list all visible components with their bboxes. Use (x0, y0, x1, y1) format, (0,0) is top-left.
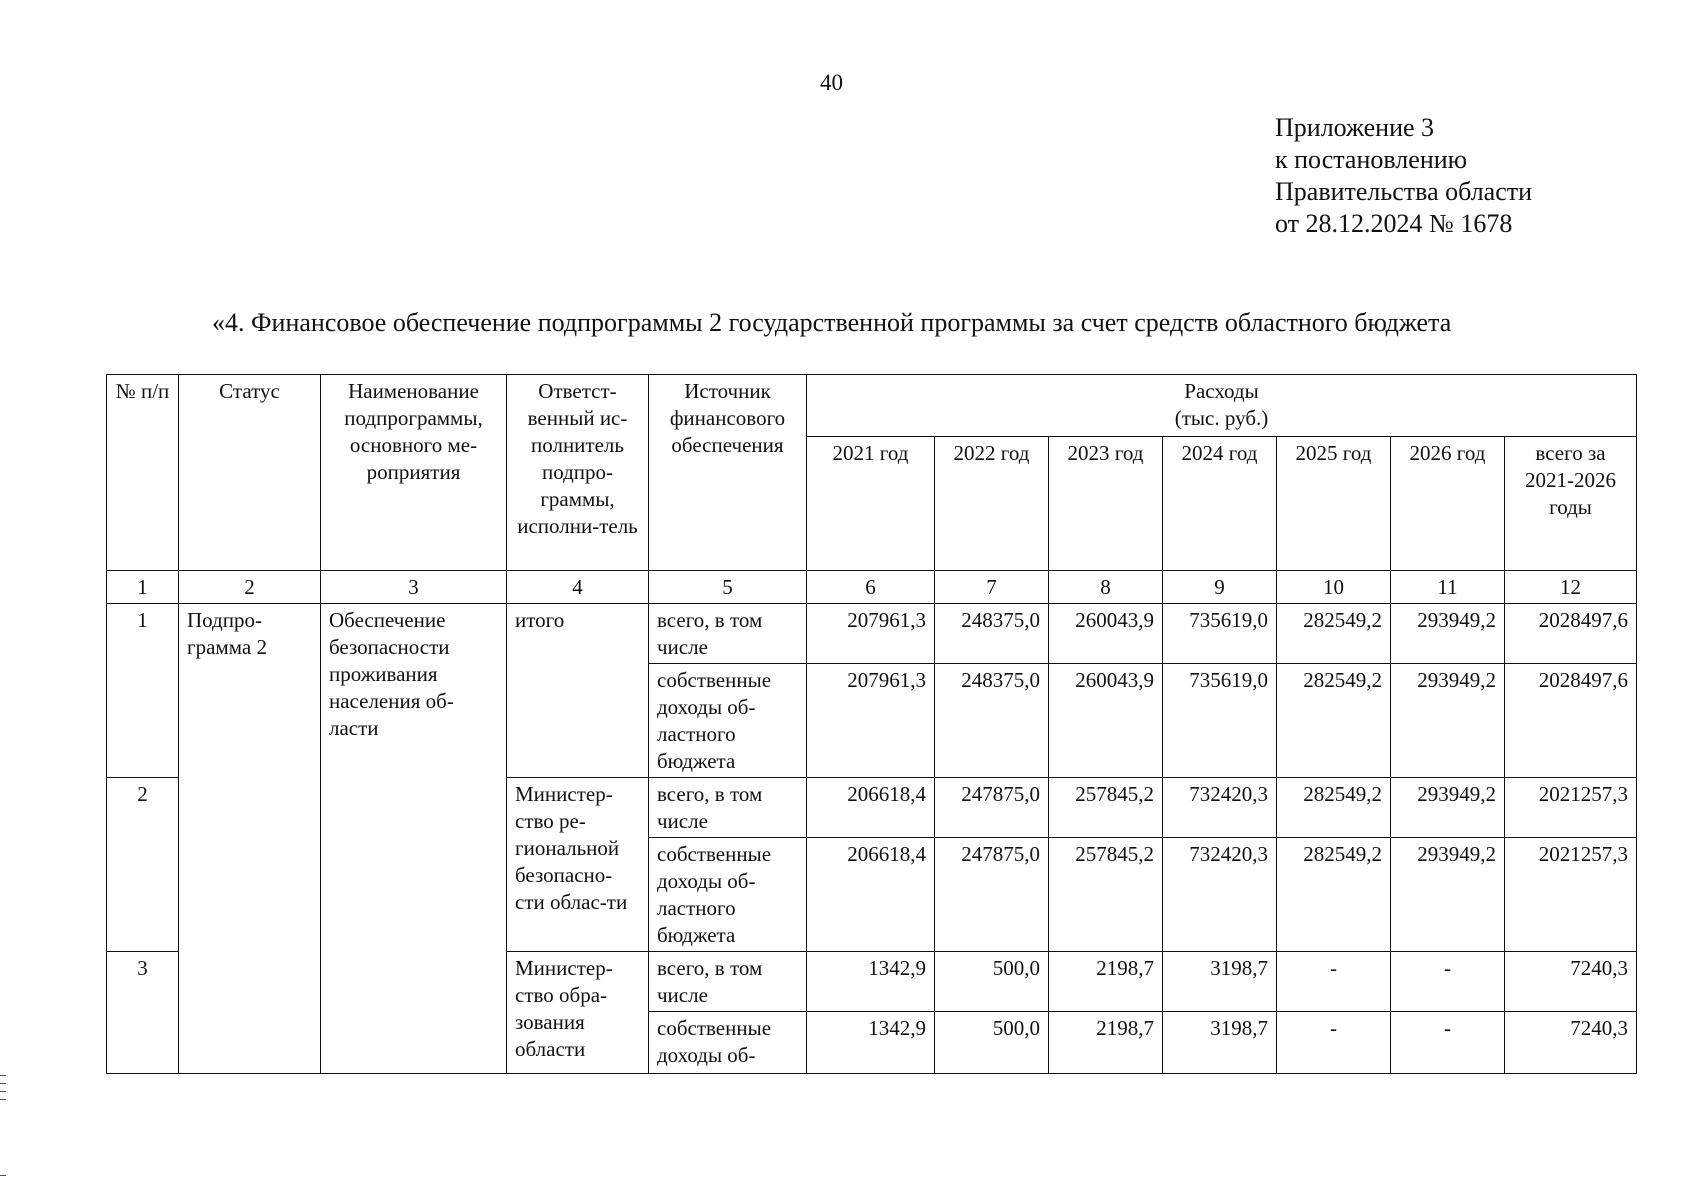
header-year: 2021 год (807, 437, 935, 571)
value-cell: 7240,3 (1505, 952, 1637, 1012)
column-number: 2 (179, 571, 321, 604)
value-cell: 248375,0 (935, 604, 1049, 664)
value-cell: 282549,2 (1277, 838, 1391, 952)
column-number: 5 (649, 571, 807, 604)
row-number: 2 (107, 778, 179, 952)
value-cell: 206618,4 (807, 838, 935, 952)
value-cell: 1342,9 (807, 952, 935, 1012)
column-number: 4 (507, 571, 649, 604)
row-number: 1 (107, 604, 179, 778)
value-cell: 500,0 (935, 952, 1049, 1012)
value-cell: 293949,2 (1391, 838, 1505, 952)
value-cell: - (1277, 1012, 1391, 1074)
appendix-line: Приложение 3 (1275, 113, 1435, 142)
value-cell: 282549,2 (1277, 778, 1391, 838)
scan-margin-mark (0, 1083, 6, 1084)
appendix-line: Правительства области (1275, 177, 1533, 206)
value-cell: 247875,0 (935, 778, 1049, 838)
value-cell: 207961,3 (807, 664, 935, 778)
table-row (107, 604, 1637, 664)
value-cell: 2198,7 (1049, 1012, 1163, 1074)
header-name: Наименование подпрограммы, основного ме-роприятия (321, 375, 507, 571)
value-cell: 293949,2 (1391, 604, 1505, 664)
source-cell: собственные доходы об-ластного бюджета (649, 838, 807, 952)
source-cell: всего, в том числе (649, 778, 807, 838)
value-cell: 735619,0 (1163, 604, 1277, 664)
column-number: 1 (107, 571, 179, 604)
appendix-line: от 28.12.2024 № 1678 (1275, 209, 1513, 238)
value-cell: 2028497,6 (1505, 664, 1637, 778)
column-number: 7 (935, 571, 1049, 604)
appendix-line: к постановлению (1275, 145, 1468, 174)
header-year: 2023 год (1049, 437, 1163, 571)
value-cell: 282549,2 (1277, 604, 1391, 664)
scan-margin-mark (0, 1099, 6, 1100)
value-cell: 282549,2 (1277, 664, 1391, 778)
financing-table (106, 374, 1637, 1074)
value-cell: 2028497,6 (1505, 604, 1637, 664)
header-expenses (807, 375, 1637, 437)
column-number: 3 (321, 571, 507, 604)
column-number: 11 (1391, 571, 1505, 604)
responsible-cell: Министер-ство ре-гиональной безопасно-сти облас-ти (507, 778, 649, 952)
column-number: 8 (1049, 571, 1163, 604)
value-cell: 3198,7 (1163, 952, 1277, 1012)
measure-name-cell: Обеспечение безопасности проживания населения об-ласти (321, 604, 507, 1074)
value-cell: 247875,0 (935, 838, 1049, 952)
value-cell: 248375,0 (935, 664, 1049, 778)
document-title: «4. Финансовое обеспечение подпрограммы 2 государственной программы за счет средств областного бюджета (212, 308, 1452, 337)
header-num: № п/п (107, 375, 179, 571)
value-cell: 206618,4 (807, 778, 935, 838)
column-number: 10 (1277, 571, 1391, 604)
value-cell: 293949,2 (1391, 664, 1505, 778)
source-cell: собственные доходы об- (649, 1012, 807, 1074)
scan-margin-mark (0, 1175, 6, 1176)
value-cell: 260043,9 (1049, 664, 1163, 778)
responsible-cell: итого (507, 604, 649, 778)
column-numbers-row (107, 571, 1637, 604)
value-cell: - (1391, 952, 1505, 1012)
responsible-cell: Министер-ство обра-зования области (507, 952, 649, 1074)
page-number: 40 (820, 70, 843, 95)
value-cell: 500,0 (935, 1012, 1049, 1074)
scan-margin-mark (0, 1075, 6, 1076)
header-row (107, 375, 1637, 437)
header-expenses-label: Расходы (1184, 379, 1259, 403)
row-number: 3 (107, 952, 179, 1074)
scan-margin-mark (0, 1091, 6, 1092)
header-year: 2026 год (1391, 437, 1505, 571)
value-cell: 257845,2 (1049, 778, 1163, 838)
value-cell: 732420,3 (1163, 778, 1277, 838)
header-total: всего за 2021-2026 годы (1505, 437, 1637, 571)
header-year: 2024 год (1163, 437, 1277, 571)
header-year: 2022 год (935, 437, 1049, 571)
value-cell: 260043,9 (1049, 604, 1163, 664)
value-cell: 257845,2 (1049, 838, 1163, 952)
header-year: 2025 год (1277, 437, 1391, 571)
status-cell: Подпро-грамма 2 (179, 604, 321, 1074)
value-cell: - (1391, 1012, 1505, 1074)
value-cell: 2021257,3 (1505, 838, 1637, 952)
column-number: 12 (1505, 571, 1637, 604)
value-cell: 293949,2 (1391, 778, 1505, 838)
appendix-block (1275, 112, 1532, 240)
value-cell: 7240,3 (1505, 1012, 1637, 1074)
value-cell: 732420,3 (1163, 838, 1277, 952)
column-number: 9 (1163, 571, 1277, 604)
header-responsible: Ответст-венный ис-полнитель подпро-граммы, исполни-тель (507, 375, 649, 571)
header-status: Статус (179, 375, 321, 571)
source-cell: всего, в том числе (649, 604, 807, 664)
value-cell: 2021257,3 (1505, 778, 1637, 838)
value-cell: 1342,9 (807, 1012, 935, 1074)
value-cell: - (1277, 952, 1391, 1012)
value-cell: 3198,7 (1163, 1012, 1277, 1074)
value-cell: 207961,3 (807, 604, 935, 664)
column-number: 6 (807, 571, 935, 604)
source-cell: собственные доходы об-ластного бюджета (649, 664, 807, 778)
header-expenses-unit: (тыс. руб.) (1174, 406, 1269, 430)
value-cell: 2198,7 (1049, 952, 1163, 1012)
source-cell: всего, в том числе (649, 952, 807, 1012)
value-cell: 735619,0 (1163, 664, 1277, 778)
header-source: Источник финансового обеспечения (649, 375, 807, 571)
